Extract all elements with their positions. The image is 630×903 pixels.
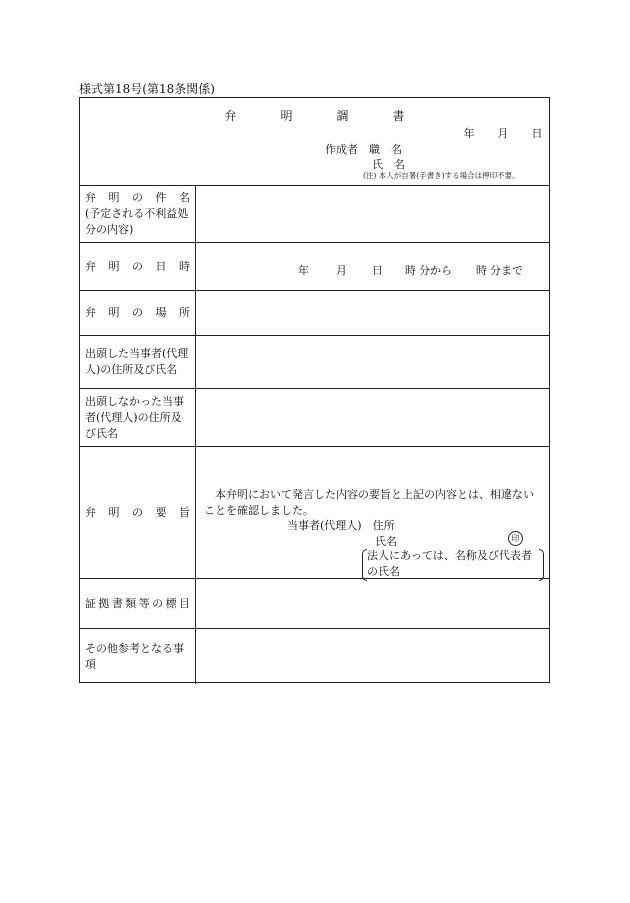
minute-to-label: 分まで	[490, 264, 523, 277]
author-name-line: 氏 名	[372, 158, 405, 171]
statement-form	[79, 97, 550, 683]
right-bracket	[539, 549, 544, 581]
seal-note: (注) 本人が自署(手書き)する場合は押印不要。	[363, 171, 520, 180]
row-attended-party	[80, 336, 549, 389]
row-label	[80, 629, 196, 684]
title-char: 明	[280, 109, 293, 123]
document-date	[452, 125, 554, 141]
title-char: 調	[336, 109, 349, 123]
label-title: 証拠書類等の標目	[85, 596, 190, 610]
minute-from-label: 分から	[419, 264, 452, 277]
party-name-label: 氏名	[375, 535, 397, 548]
month-label: 月	[497, 127, 509, 140]
row-label	[80, 243, 196, 290]
row-label	[80, 186, 196, 242]
label-title: 弁 明 の 日 時	[85, 259, 190, 273]
label-title: 弁 明 の 件 名	[85, 191, 190, 204]
subject-value-cell[interactable]	[196, 186, 549, 242]
day-label: 日	[372, 264, 383, 277]
author-position-line: 作成者 職 名	[325, 143, 402, 156]
datetime-fields	[298, 262, 523, 278]
row-subject	[80, 186, 549, 243]
label-subtext: (予定される不利益処分の内容)	[85, 207, 189, 236]
attended-party-value-cell[interactable]	[196, 336, 549, 388]
year-label: 年	[298, 264, 309, 277]
year-label: 年	[463, 127, 475, 140]
corporation-note: 法人にあっては、名称及び代表者の氏名	[362, 548, 544, 580]
row-label	[80, 291, 196, 335]
row-label	[80, 447, 196, 578]
row-place	[80, 291, 549, 336]
title-char: 弁	[224, 109, 237, 123]
datetime-value-cell[interactable]	[196, 243, 549, 290]
label-title: 弁 明 の 要 旨	[85, 505, 190, 519]
seal-mark: 印	[508, 531, 523, 546]
label-title: 出頭しなかった当事者(代理人)の住所及び氏名	[85, 394, 184, 440]
other-value-cell[interactable]	[196, 629, 549, 684]
label-title: その他参考となる事項	[85, 641, 184, 671]
row-summary	[80, 447, 549, 579]
row-datetime	[80, 243, 549, 291]
day-label: 日	[531, 127, 543, 140]
document-title	[80, 107, 549, 124]
hour-label: 時	[405, 264, 416, 277]
label-title: 出頭した当事者(代理人)の住所及び氏名	[85, 347, 189, 376]
row-label	[80, 389, 196, 446]
place-value-cell[interactable]	[196, 291, 549, 335]
label-title: 弁 明 の 場 所	[85, 306, 190, 319]
month-label: 月	[336, 264, 347, 277]
title-char: 書	[392, 109, 405, 123]
form-header	[80, 98, 549, 186]
row-evidence	[80, 579, 549, 629]
row-label	[80, 336, 196, 388]
party-address-line: 当事者(代理人) 住所	[287, 519, 395, 532]
row-absent-party	[80, 389, 549, 447]
absent-party-value-cell[interactable]	[196, 389, 549, 446]
form-number: 様式第18号(第18条関係)	[79, 82, 215, 96]
evidence-value-cell[interactable]	[196, 579, 549, 628]
left-bracket	[362, 549, 367, 581]
row-label	[80, 579, 196, 628]
row-other	[80, 629, 549, 684]
confirmation-text: 本弁明において発言した内容の要旨と上記の内容とは、相違ないことを確認しました。	[204, 488, 534, 517]
hour-label: 時	[476, 264, 487, 277]
summary-value-cell	[196, 447, 549, 578]
